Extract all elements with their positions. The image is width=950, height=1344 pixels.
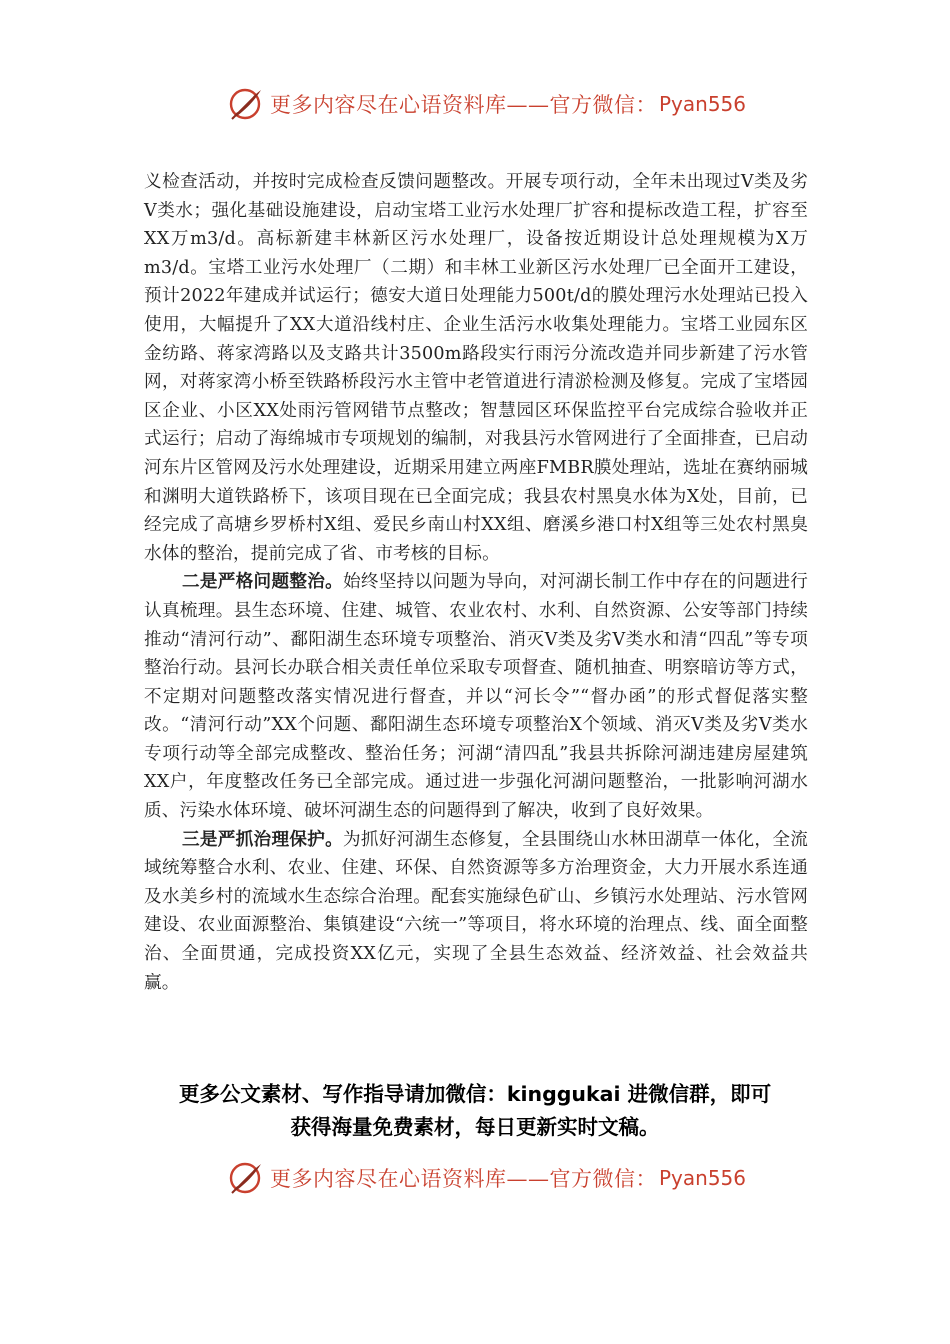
footer-wechat-id: Pyan556 <box>659 1166 747 1190</box>
header-banner-text: 更多内容尽在心语资料库——官方微信： <box>270 93 657 117</box>
footer-banner <box>228 1158 748 1198</box>
promo-line-1: 更多公文素材、写作指导请加微信：kinggukai 进微信群，即可 <box>178 1082 772 1106</box>
paragraph-3 <box>144 826 808 998</box>
paragraph-2-heading: 二是严格问题整治。 <box>182 571 343 593</box>
pen-quill-logo-icon <box>228 86 264 122</box>
paragraph-3-heading: 三是严抓治理保护。 <box>182 828 343 850</box>
paragraph-2-text: 始终坚持以问题为导向，对河湖长制工作中存在的问题进行认真梳理。县生态环境、住建、城管、农业农村、水利、自然资源、公安等部门持续推动“清河行动”、鄱阳湖生态环境专项整治、消灭Ⅴ类及劣Ⅴ类水和清“四乱”等专项整治行动。县河长办联合相关责任单位采取专项督查、随机抽查、明察暗访等方式，不定期对问题整改落实情况进行督查，并以“河长令”“督办函”的形式督促落实整改。“清河行动”XX个问题、鄱阳湖生态环境专项整治X个领域、消灭Ⅴ类及劣Ⅴ类水专项行动等全部完成整改、整治任务；河湖“清四乱”我县共拆除河湖违建房屋建筑XX户，年度整改任务已全部完成。通过进一步强化河湖问题整治，一批影响河湖水质、污染水体环境、破坏河湖生态的问题得到了解决，收到了良好效果。 <box>144 572 808 822</box>
promo-line-2: 获得海量免费素材，每日更新实时文稿。 <box>290 1115 660 1139</box>
paragraph-1: 义检查活动，并按时完成检查反馈问题整改。开展专项行动，全年未出现过Ⅴ类及劣Ⅴ类水；强化基础设施建设，启动宝塔工业污水处理厂扩容和提标改造工程，扩容至XX万m3/d。高标新建丰林新区污水处理厂，设备按近期设计总处理规模为X万m3/d。宝塔工业污水处理厂（二期）和丰林工业新区污水处理厂已全面开工建设，预计2022年建成并试运行；德安大道日处理能力500t/d的膜处理污水处理站已投入使用，大幅提升了XX大道沿线村庄、企业生活污水收集处理能力。宝塔工业园东区金纺路、蒋家湾路以及支路共计3500m路段实行雨污分流改造并同步新建了污水管网，对蒋家湾小桥至铁路桥段污水主管中老管道进行清淤检测及修复。完成了宝塔园区企业、小区XX处雨污管网错节点整改；智慧园区环保监控平台完成综合验收并正式运行；启动了海绵城市专项规划的编制，对我县污水管网进行了全面排查，已启动河东片区管网及污水处理建设，近期采用建立两座FMBR膜处理站，选址在赛纳丽城和渊明大道铁路桥下，该项目现在已全面完成；我县农村黑臭水体为X处，目前，已经完成了高塘乡罗桥村X组、爱民乡南山村XX组、磨溪乡港口村X组等三处农村黑臭水体的整治，提前完成了省、市考核的目标。 <box>144 172 808 564</box>
header-banner <box>228 84 748 124</box>
pen-quill-logo-icon <box>228 1160 264 1196</box>
header-wechat-id: Pyan556 <box>659 92 747 116</box>
promo-notice <box>120 1078 830 1144</box>
footer-banner-text: 更多内容尽在心语资料库——官方微信： <box>270 1167 657 1191</box>
paragraph-3-text: 为抓好河湖生态修复，全县围绕山水林田湖草一体化，全流域统筹整合水利、农业、住建、环保、自然资源等多方治理资金，大力开展水系连通及水美乡村的流域水生态综合治理。配套实施绿色矿山、乡镇污水处理站、污水管网建设、农业面源整治、集镇建设“六统一”等项目，将水环境的治理点、线、面全面整治、全面贯通，完成投资XX亿元，实现了全县生态效益、经济效益、社会效益共赢。 <box>144 829 808 993</box>
paragraph-2 <box>144 568 808 825</box>
document-body <box>144 168 808 997</box>
